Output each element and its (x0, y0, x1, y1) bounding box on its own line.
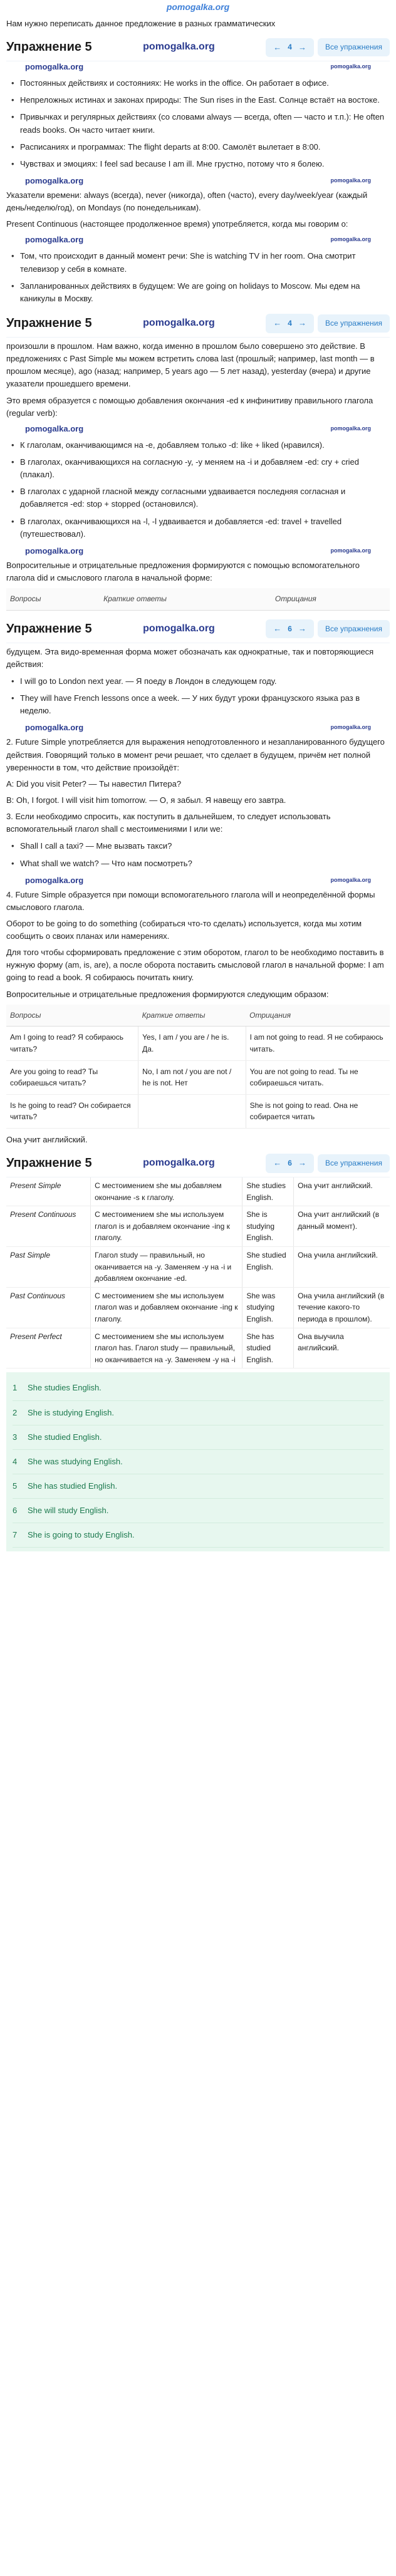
table-row (6, 1177, 390, 1206)
watermark: pomogalka.org (330, 547, 371, 554)
all-exercises-button[interactable]: Все упражнения (318, 1154, 390, 1172)
list-item: • Расписаниях и программах: The flight departs at 8:00. Самолёт вылетает в 8:00. (6, 141, 390, 153)
watermark: pomogalka.org (25, 875, 84, 885)
exercise-bar (6, 310, 390, 338)
watermark: pomogalka.org (143, 318, 215, 329)
list-item: • К глаголам, оканчивающимся на -e, добавляем только -d: like + liked (нравился). (6, 439, 390, 452)
translation-cell: Она учила английский. (294, 1247, 390, 1288)
list-item: • В глаголах, оканчивающихся на -l, -l удваивается и добавляется -ed: travel + travelled (путешествовал). (6, 515, 390, 541)
pc-intro: Present Continuous (настоящее продолженное время) употребляется, когда мы говорим о: (6, 219, 348, 229)
table-row (6, 1060, 390, 1094)
paragraph: Оборот to be going to do something (собираться что-то сделать) используется, когда мы хотим сообщить о своих планах или намерениях. (6, 918, 362, 941)
pager (266, 314, 390, 333)
paragraph: Вопросительные и отрицательные предложения формируются с помощью вспомогательного глагола did и смыслового глагола в начальной форме: (6, 560, 360, 582)
table-row (6, 1328, 390, 1368)
pc-usage-list (6, 250, 390, 305)
table-header-row (6, 1005, 390, 1027)
page-number: 6 (288, 1159, 292, 1168)
rule-cell: С местоимением she мы используем глагол was и добавляем окончание -ing к глаголу. (91, 1287, 242, 1328)
section-present-tenses (0, 18, 396, 305)
answer-item (13, 1450, 383, 1474)
watermark: pomogalka.org (25, 175, 84, 185)
page-number: 4 (288, 319, 292, 328)
section-solution (0, 1150, 396, 1551)
translation-cell: Она учила английский (в течение какого-то периода в прошлом). (294, 1287, 390, 1328)
watermark: pomogalka.org (25, 723, 84, 733)
rule-cell: С местоимением she мы используем глагол has. Глагол study — правильный, но оканчивается на -y. Заменяем -y на -i (91, 1328, 242, 1368)
watermark-row (6, 234, 390, 246)
paragraph: Это время образуется с помощью добавления окончания -ed к инфинитиву правильного глагола (regular verb): (6, 395, 373, 418)
answer-text: She has studied English. (28, 1481, 118, 1491)
paragraph: 2. Future Simple употребляется для выражения неподготовленного и незапланированного будущего действия. Говорящий только в момент речи решает, что сделает в будущем, причём нет полной уверенности в том, что действие произойдёт: (6, 737, 385, 772)
watermark: pomogalka.org (25, 62, 84, 72)
watermark: pomogalka.org (25, 546, 84, 556)
table-cell: Am I going to read? Я собираюсь читать? (6, 1027, 138, 1060)
watermark: pomogalka.org (330, 425, 371, 432)
page-number: 4 (288, 43, 292, 52)
answer-text: She is studying English. (28, 1407, 115, 1417)
sentence-cell: She studied English. (242, 1247, 294, 1288)
answer-text: She was studying English. (28, 1456, 123, 1466)
watermark-row (6, 546, 390, 557)
paragraph: произошли в прошлом. Нам важно, когда именно в прошлом было совершено это действие. В предложениях с Past Simple мы можем встретить слова last (прошлый; например, last month — в прошлом месяце), ago (назад; например, 5 years ago — 5 лет назад), yesterday (вчера) и другие указатели прошедшего времени. (6, 341, 375, 389)
table-cell: You are not going to read. Ты не собираешься читать. (246, 1060, 390, 1094)
pager (266, 38, 390, 57)
ed-rules-list (6, 439, 390, 541)
exercise-bar (6, 34, 390, 61)
list-item: • Привычках и регулярных действиях (со словами always — всегда, often — часто и т.п.): He often reads books. Он часто читает книги. (6, 111, 390, 136)
arrow-right-icon[interactable]: → (298, 42, 306, 52)
paragraph: Для того чтобы сформировать предложение с этим оборотом, глагол to be необходимо поставить в нужную форму (am, is, are), а после оборота поставить смысловой глагол в начальной форме: I am going to read a book. Я собираюсь почитать книгу. (6, 948, 384, 983)
arrow-left-icon[interactable]: ← (273, 1158, 282, 1168)
table-cell: She is not going to read. Она не собирается читать (246, 1094, 390, 1128)
watermark-row (6, 175, 390, 187)
usage-list (6, 77, 390, 170)
intro-text: Нам нужно переписать данное предложение в разных грамматических (6, 19, 276, 28)
table-cell: I am not going to read. Я не собираюсь читать. (246, 1027, 390, 1060)
paragraph: будущем. Эта видо-временная форма может обозначать как однократные, так и повторяющиеся действия: (6, 646, 374, 669)
watermark: pomogalka.org (25, 423, 84, 433)
section-future-simple (0, 616, 396, 1146)
examples-list (6, 675, 390, 717)
time-markers: Указатели времени: always (всегда), never (никогда), often (часто), every day/week/year (каждый день/неделю/год), on Mondays (по понедельникам). (6, 190, 368, 213)
answer-number: 5 (13, 1481, 18, 1491)
watermark: pomogalka.org (330, 724, 371, 731)
list-item: • Shall I call a taxi? — Мне вызвать такси? (6, 840, 390, 852)
list-item: • Запланированных действиях в будущем: We are going on holidays to Moscow. Мы едем на каникулы в Москву. (6, 280, 390, 305)
paragraph: Вопросительные и отрицательные предложения формируются следующим образом: (6, 989, 329, 999)
answer-item (13, 1401, 383, 1425)
table-row (6, 1247, 390, 1288)
exercise-title: Упражнение 5 (6, 1156, 92, 1171)
dialogue-line: B: Oh, I forgot. I will visit him tomorrow. — О, я забыл. Я навещу его завтра. (6, 795, 286, 805)
answer-item (13, 1499, 383, 1523)
table-cell: Yes, I am / you are / he is. Да. (138, 1027, 246, 1060)
arrow-left-icon[interactable]: ← (273, 624, 282, 634)
watermark: pomogalka.org (330, 236, 371, 243)
list-item: • I will go to London next year. — Я поеду в Лондон в следующем году. (6, 675, 390, 688)
list-item: • В глаголах, оканчивающихся на согласную -y, -y меняем на -i и добавляем -ed: cry + cried (плакал). (6, 456, 390, 481)
page-switcher[interactable] (266, 619, 314, 638)
table-row (6, 1027, 390, 1060)
sentence-cell: She has studied English. (242, 1328, 294, 1368)
column-header: Вопросы (6, 1005, 138, 1027)
all-exercises-button[interactable]: Все упражнения (318, 38, 390, 56)
page-switcher[interactable] (266, 38, 314, 57)
answer-number: 7 (13, 1530, 18, 1540)
list-item: • Том, что происходит в данный момент речи: She is watching TV in her room. Она смотрит телевизор у себя в комнате. (6, 250, 390, 275)
list-item: • Постоянных действиях и состояниях: He works in the office. Он работает в офисе. (6, 77, 390, 90)
tense-name: Present Simple (6, 1177, 91, 1206)
pager (266, 1154, 390, 1172)
answer-item (13, 1425, 383, 1450)
arrow-right-icon[interactable]: → (298, 624, 306, 634)
tail-text: Она учит английский. (6, 1134, 88, 1144)
going-to-table (6, 1005, 390, 1129)
list-item: • В глаголах с ударной гласной между согласными удваивается последняя согласная и добавляется -ed: stop + stopped (остановился). (6, 485, 390, 510)
column-header: Отрицания (246, 1005, 390, 1027)
table-header-row (6, 588, 390, 610)
arrow-left-icon[interactable]: ← (273, 318, 282, 328)
list-item: • They will have French lessons once a week. — У них будут уроки французского языка раз в неделю. (6, 692, 390, 717)
translation-cell: Она учит английский. (294, 1177, 390, 1206)
exercise-title: Упражнение 5 (6, 621, 92, 636)
column-header: Отрицания (271, 588, 390, 610)
watermark: pomogalka.org (143, 41, 215, 53)
answer-text: She studies English. (28, 1383, 102, 1393)
rule-cell: Глагол study — правильный, но оканчивается на -y. Заменяем -y на -i и добавляем окончание -ed. (91, 1247, 242, 1288)
answer-number: 6 (13, 1506, 18, 1516)
table-cell (138, 1094, 246, 1128)
column-header: Краткие ответы (138, 1005, 246, 1027)
site-logo-text[interactable]: pomogalka.org (166, 2, 230, 13)
answer-number: 1 (13, 1383, 18, 1393)
watermark: pomogalka.org (143, 623, 215, 634)
table-row (6, 1287, 390, 1328)
tense-table (6, 1177, 390, 1368)
list-item: • Чувствах и эмоциях: I feel sad because I am ill. Мне грустно, потому что я болею. (6, 158, 390, 170)
watermark: pomogalka.org (330, 63, 371, 70)
forms-table (6, 588, 390, 611)
arrow-left-icon[interactable]: ← (273, 42, 282, 52)
site-header[interactable] (0, 0, 396, 15)
answer-item (13, 1523, 383, 1548)
rule-cell: С местоимением she мы используем глагол is и добавляем окончание -ing к глаголу. (91, 1206, 242, 1247)
sentence-cell: She is studying English. (242, 1206, 294, 1247)
answer-number: 3 (13, 1432, 18, 1442)
answer-text: She is going to study English. (28, 1530, 135, 1540)
table-row (6, 1094, 390, 1128)
section-past-simple (0, 310, 396, 611)
answers-block (6, 1372, 390, 1551)
answer-number: 4 (13, 1456, 18, 1466)
sentence-cell: She studies English. (242, 1177, 294, 1206)
table-row (6, 1206, 390, 1247)
watermark: pomogalka.org (330, 876, 371, 883)
watermark: pomogalka.org (330, 177, 371, 184)
exercise-title: Упражнение 5 (6, 316, 92, 330)
tense-name: Present Continuous (6, 1206, 91, 1247)
column-header: Краткие ответы (100, 588, 271, 610)
pager (266, 619, 390, 638)
sentence-cell: She was studying English. (242, 1287, 294, 1328)
list-item: • What shall we watch? — Что нам посмотреть? (6, 857, 390, 870)
watermark: pomogalka.org (25, 235, 84, 245)
answer-item (13, 1376, 383, 1400)
answer-text: She will study English. (28, 1506, 109, 1516)
rule-cell: С местоимением she мы добавляем окончание -s к глаголу. (91, 1177, 242, 1206)
tense-name: Past Simple (6, 1247, 91, 1288)
shall-list (6, 840, 390, 869)
all-exercises-button[interactable]: Все упражнения (318, 620, 390, 638)
paragraph: 3. Если необходимо спросить, как поступить в дальнейшем, то следует использовать вспомогательный глагол shall с местоимениями I или we: (6, 812, 331, 834)
watermark-row (6, 61, 390, 73)
table-cell: No, I am not / you are not / he is not. Нет (138, 1060, 246, 1094)
paragraph: 4. Future Simple образуется при помощи вспомогательного глагола will и неопределённой формы смыслового глагола. (6, 889, 375, 912)
answer-number: 2 (13, 1407, 18, 1417)
exercise-title: Упражнение 5 (6, 40, 92, 54)
watermark: pomogalka.org (143, 1157, 215, 1169)
exercise-bar (6, 616, 390, 643)
page-switcher[interactable] (266, 314, 314, 333)
tense-name: Present Perfect (6, 1328, 91, 1368)
answer-text: She studied English. (28, 1432, 102, 1442)
column-header: Вопросы (6, 588, 100, 610)
translation-cell: Она выучила английский. (294, 1328, 390, 1368)
page-switcher[interactable] (266, 1154, 314, 1172)
answer-item (13, 1474, 383, 1499)
tense-name: Past Continuous (6, 1287, 91, 1328)
translation-cell: Она учит английский (в данный момент). (294, 1206, 390, 1247)
watermark-row (6, 423, 390, 435)
all-exercises-button[interactable]: Все упражнения (318, 314, 390, 333)
watermark-row (6, 722, 390, 733)
table-cell: Are you going to read? Ты собираешься читать? (6, 1060, 138, 1094)
page-number: 6 (288, 624, 292, 633)
exercise-bar (6, 1150, 390, 1177)
watermark-row (6, 875, 390, 886)
list-item: • Непреложных истинах и законах природы: The Sun rises in the East. Солнце встаёт на востоке. (6, 94, 390, 106)
table-cell: Is he going to read? Он собирается читать? (6, 1094, 138, 1128)
arrow-right-icon[interactable]: → (298, 1158, 306, 1168)
arrow-right-icon[interactable]: → (298, 318, 306, 328)
dialogue-line: A: Did you visit Peter? — Ты навестил Питера? (6, 778, 182, 789)
